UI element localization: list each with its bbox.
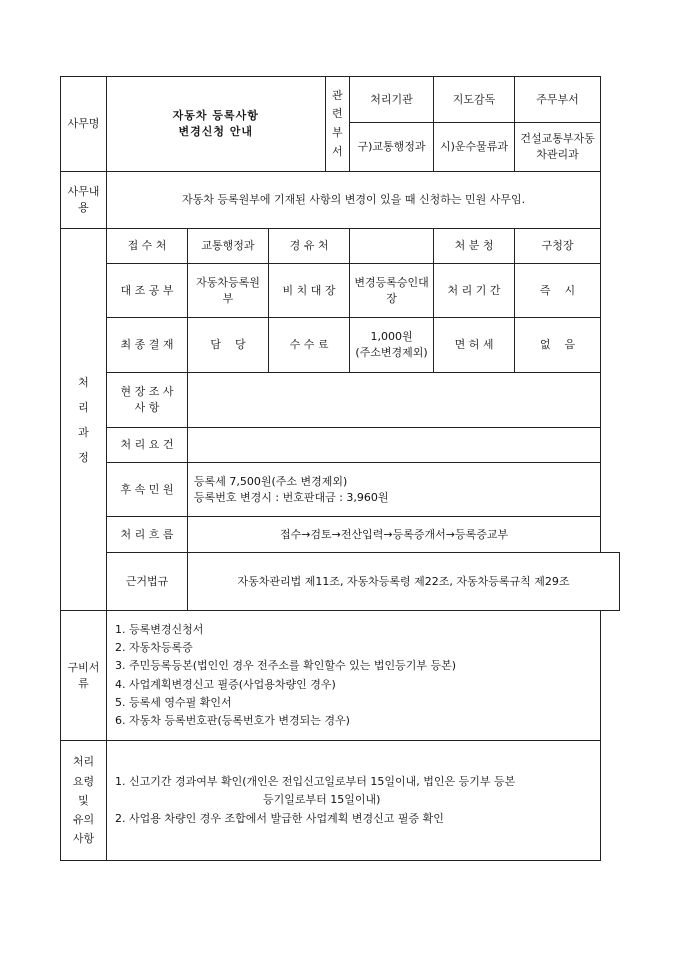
responsible-dept-value: 건설교통부자동차관리과 xyxy=(515,123,601,172)
license-tax-label: 면 허 세 xyxy=(434,318,515,373)
legal-basis-label: 근거법규 xyxy=(107,553,188,611)
reception-value: 교통행정과 xyxy=(188,229,269,264)
processing-period-label: 처 리 기 간 xyxy=(434,264,515,318)
list-item: 6. 자동차 등록번호판(등록번호가 변경되는 경우) xyxy=(115,713,350,727)
via-label: 경 유 처 xyxy=(269,229,350,264)
ledger-label: 대 조 공 부 xyxy=(107,264,188,318)
follow-up-line-1: 등록세 7,500원(주소 변경제외) xyxy=(194,474,348,488)
site-survey-label: 현 장 조 사 사 항 xyxy=(107,373,188,428)
related-dept-label: 관련부서 xyxy=(331,88,343,158)
flow-value: 접수→검토→전산입력→등록증개서→등록증교부 xyxy=(188,517,601,553)
list-item: 4. 사업계획변경신고 필증(사업용차량인 경우) xyxy=(115,677,336,691)
required-docs-label: 구비서류 xyxy=(61,611,107,741)
page-title xyxy=(107,77,325,171)
title-subtable xyxy=(107,77,349,171)
content-label: 사무내용 xyxy=(61,172,107,229)
fee-value-cell xyxy=(350,318,434,373)
list-item: 1. 등록변경신청서 xyxy=(115,623,204,637)
final-approval-value: 담 당 xyxy=(188,318,269,373)
site-survey-value xyxy=(188,373,601,428)
list-item: 5. 등록세 영수필 확인서 xyxy=(115,695,232,709)
notes-label-part: 및 xyxy=(78,793,89,807)
processing-agency-label: 처리기관 xyxy=(350,77,434,123)
civil-affairs-form xyxy=(60,76,620,861)
fee-label: 수 수 료 xyxy=(269,318,350,373)
follow-up-value xyxy=(188,463,601,517)
processing-period-value: 즉 시 xyxy=(515,264,601,318)
requirement-value xyxy=(188,428,601,463)
title-line-2: 변경신청 안내 xyxy=(178,125,254,138)
fee-value: 1,000원 xyxy=(370,330,413,344)
office-name-label: 사무명 xyxy=(61,77,107,172)
responsible-dept-label: 주무부서 xyxy=(515,77,601,123)
final-approval-label: 최 종 결 재 xyxy=(107,318,188,373)
process-label-char: 처 xyxy=(78,375,89,389)
list-item: 2. 자동차등록증 xyxy=(115,641,193,655)
disposal-value: 구청장 xyxy=(515,229,601,264)
kept-register-label: 비 치 대 장 xyxy=(269,264,350,318)
notes-label-part: 사항 xyxy=(72,832,95,846)
notes-label xyxy=(61,741,107,861)
list-item-continuation: 등기일로부터 15일이내) xyxy=(263,793,381,807)
list-item: 1. 신고기간 경과여부 확인(개인은 전입신고일로부터 15일이내, 법인은 등기부 등본 xyxy=(115,775,516,789)
required-docs-list xyxy=(107,611,601,741)
fee-note: (주소변경제외) xyxy=(355,346,428,359)
via-value xyxy=(350,229,434,264)
notes-list xyxy=(107,741,601,861)
list-item: 2. 사업용 차량인 경우 조합에서 발급한 사업계획 변경신고 필증 확인 xyxy=(115,811,444,825)
process-label-char: 정 xyxy=(78,450,89,464)
flow-label: 처 리 흐 름 xyxy=(107,517,188,553)
license-tax-value: 없 음 xyxy=(515,318,601,373)
processing-agency-value: 구)교통행정과 xyxy=(350,123,434,172)
notes-label-part: 처리 xyxy=(72,755,95,769)
process-label-char: 리 xyxy=(78,400,89,414)
supervision-value: 시)운수물류과 xyxy=(434,123,515,172)
process-label-char: 과 xyxy=(78,425,89,439)
content-text: 자동차 등록원부에 기재된 사항의 변경이 있을 때 신청하는 민원 사무임. xyxy=(107,172,601,229)
reception-label: 접 수 처 xyxy=(107,229,188,264)
notes-label-part: 유의 xyxy=(72,813,95,827)
follow-up-line-2: 등록번호 변경시 : 번호판대금 : 3,960원 xyxy=(194,490,389,504)
kept-register-value: 변경등록승인대장 xyxy=(350,264,434,318)
follow-up-label: 후 속 민 원 xyxy=(107,463,188,517)
notes-label-part: 요령 xyxy=(72,774,95,788)
form-title-cell xyxy=(107,77,350,172)
process-label xyxy=(61,229,107,611)
legal-basis-text: 자동차관리법 제11조, 자동차등록령 제22조, 자동차등록규칙 제29조 xyxy=(188,553,620,611)
ledger-value: 자동차등록원부 xyxy=(188,264,269,318)
requirement-label: 처 리 요 건 xyxy=(107,428,188,463)
disposal-label: 처 분 청 xyxy=(434,229,515,264)
list-item: 3. 주민등록등본(법인인 경우 전주소를 확인할수 있는 법인등기부 등본) xyxy=(115,659,457,673)
supervision-label: 지도감독 xyxy=(434,77,515,123)
title-line-1: 자동차 등록사항 xyxy=(172,109,259,123)
